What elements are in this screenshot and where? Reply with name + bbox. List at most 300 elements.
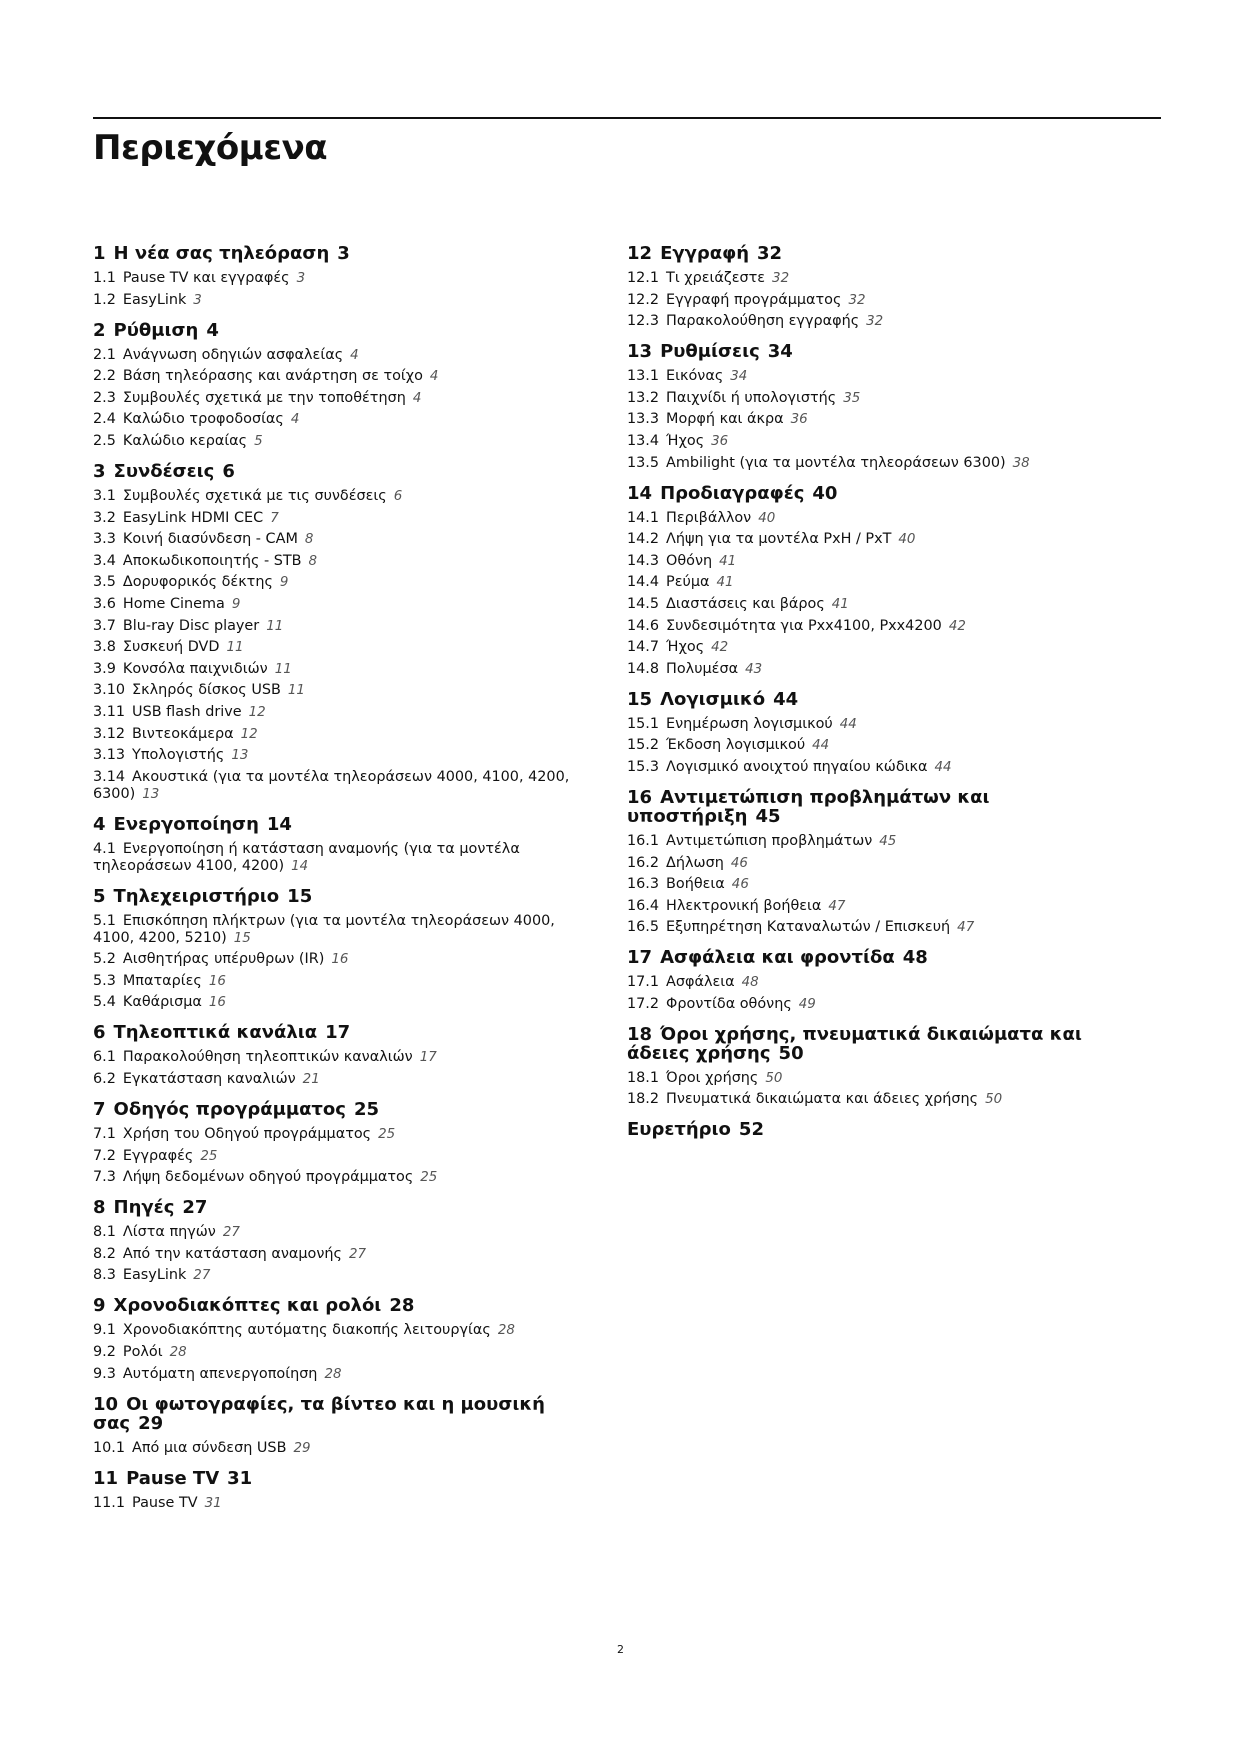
item-title: Υπολογιστής <box>132 747 225 764</box>
toc-item[interactable] <box>627 737 1117 754</box>
item-number: 2.4 <box>93 411 116 428</box>
section-number: 11 <box>93 1467 119 1489</box>
item-page: 25 <box>420 1170 438 1186</box>
item-number: 13.5 <box>627 454 660 471</box>
item-page: 4 <box>429 369 439 385</box>
item-title: Ανάγνωση οδηγιών ασφαλείας <box>122 346 344 363</box>
item-number: 3.7 <box>93 617 116 634</box>
item-page: 40 <box>758 510 776 526</box>
item-page: 44 <box>934 759 952 775</box>
toc-item[interactable] <box>93 1344 583 1361</box>
toc-item[interactable] <box>93 1224 583 1241</box>
section-heading[interactable] <box>93 815 583 834</box>
section-title: Οι φωτογραφίες, τα βίντεο και η μουσική σας <box>93 1393 545 1434</box>
item-number: 9.2 <box>93 1344 116 1361</box>
toc-item[interactable] <box>627 898 1117 915</box>
section-page: 44 <box>773 688 799 710</box>
item-number: 3.6 <box>93 595 116 612</box>
toc-item[interactable] <box>627 1091 1117 1108</box>
toc-item[interactable] <box>627 390 1117 407</box>
item-page: 38 <box>1012 455 1030 471</box>
section-heading[interactable] <box>627 244 1117 263</box>
item-title: Ήχος <box>666 639 705 656</box>
section-heading[interactable] <box>627 1120 1117 1139</box>
toc-item[interactable] <box>93 1148 583 1165</box>
section-page: 32 <box>757 243 783 264</box>
item-title: EasyLink <box>122 1267 187 1284</box>
toc-section <box>627 1120 1117 1139</box>
item-number: 9.1 <box>93 1322 116 1339</box>
item-title: EasyLink <box>122 291 187 308</box>
item-page: 11 <box>287 683 305 699</box>
item-page: 21 <box>302 1072 320 1088</box>
item-number: 16.1 <box>627 832 660 849</box>
item-number: 17.2 <box>627 995 660 1012</box>
section-number: 16 <box>627 786 653 808</box>
item-number: 2.2 <box>93 368 116 385</box>
item-number: 3.14 <box>93 768 126 785</box>
item-number: 8.3 <box>93 1267 116 1284</box>
item-page: 46 <box>730 855 748 871</box>
section-page: 31 <box>227 1467 253 1489</box>
section-heading[interactable] <box>627 342 1117 361</box>
item-page: 46 <box>731 877 749 893</box>
item-page: 42 <box>711 640 729 656</box>
toc-item[interactable] <box>627 292 1117 309</box>
toc-item[interactable] <box>93 574 583 591</box>
toc-item[interactable] <box>93 390 583 407</box>
item-number: 3.2 <box>93 509 116 526</box>
section-page: 3 <box>337 243 350 264</box>
item-number: 14.1 <box>627 509 660 526</box>
toc-section <box>93 321 583 450</box>
item-number: 14.4 <box>627 574 660 591</box>
toc-item[interactable] <box>93 347 583 364</box>
toc-item[interactable] <box>93 531 583 548</box>
toc-item[interactable] <box>93 994 583 1011</box>
toc-item[interactable] <box>93 661 583 678</box>
item-number: 6.1 <box>93 1049 116 1066</box>
item-page: 15 <box>233 930 251 946</box>
item-number: 16.4 <box>627 897 660 914</box>
section-page: 6 <box>222 460 235 482</box>
section-page: 17 <box>325 1022 351 1044</box>
toc-section <box>93 244 583 309</box>
item-page: 32 <box>848 292 866 308</box>
item-title: Ρολόι <box>122 1344 163 1361</box>
item-number: 15.1 <box>627 715 660 732</box>
item-page: 5 <box>254 433 263 449</box>
section-title: Η νέα σας τηλεόραση <box>113 243 330 264</box>
item-number: 3.13 <box>93 747 126 764</box>
item-page: 12 <box>248 704 266 720</box>
toc-item[interactable] <box>627 574 1117 591</box>
toc-item[interactable] <box>93 596 583 613</box>
item-title: Pause TV και εγγραφές <box>122 270 290 286</box>
item-page: 14 <box>291 858 309 874</box>
section-heading[interactable] <box>93 1395 583 1433</box>
section-heading[interactable] <box>627 1025 1117 1063</box>
toc-item[interactable] <box>93 553 583 570</box>
toc-item[interactable] <box>627 974 1117 991</box>
section-page: 4 <box>206 319 219 341</box>
item-title: Ενημέρωση λογισμικού <box>666 715 833 732</box>
item-number: 12.1 <box>627 270 660 286</box>
toc-item[interactable] <box>627 270 1117 287</box>
item-number: 15.3 <box>627 758 660 775</box>
toc-item[interactable] <box>627 716 1117 733</box>
item-page: 47 <box>957 920 975 936</box>
toc-column-left <box>93 244 583 1524</box>
item-page: 4 <box>350 347 359 363</box>
section-number: 12 <box>627 243 653 264</box>
section-number: 13 <box>627 341 653 363</box>
item-number: 12.2 <box>627 291 660 308</box>
item-page: 41 <box>716 575 734 591</box>
toc-item[interactable] <box>93 411 583 428</box>
section-heading[interactable] <box>93 1198 583 1217</box>
toc-item[interactable] <box>93 951 583 968</box>
item-number: 14.6 <box>627 617 660 634</box>
toc-item[interactable] <box>93 368 583 385</box>
toc-item[interactable] <box>93 1440 583 1457</box>
item-page: 27 <box>348 1246 367 1262</box>
toc-item[interactable] <box>93 1495 583 1512</box>
item-title: Λίστα πηγών <box>122 1224 216 1241</box>
item-number: 4.1 <box>93 840 116 857</box>
item-number: 7.1 <box>93 1126 116 1143</box>
toc-section <box>93 1100 583 1186</box>
item-number: 2.3 <box>93 389 116 406</box>
item-title: Βοήθεια <box>666 876 725 893</box>
item-page: 34 <box>730 369 748 385</box>
section-number: 3 <box>93 460 106 482</box>
section-heading[interactable] <box>93 887 583 906</box>
toc-item[interactable] <box>93 841 583 875</box>
section-page: 29 <box>138 1412 164 1434</box>
toc-item[interactable] <box>627 433 1117 450</box>
toc-item[interactable] <box>627 759 1117 776</box>
section-heading[interactable] <box>93 244 583 263</box>
section-heading[interactable] <box>93 1469 583 1488</box>
item-number: 9.3 <box>93 1365 116 1382</box>
toc-item[interactable] <box>627 531 1117 548</box>
item-title: EasyLink HDMI CEC <box>122 509 264 526</box>
section-number: 8 <box>93 1197 106 1219</box>
toc-section <box>93 462 583 803</box>
item-page: 49 <box>798 996 816 1012</box>
toc-section <box>93 1469 583 1512</box>
item-page: 9 <box>231 596 241 612</box>
toc-item[interactable] <box>93 704 583 721</box>
section-heading[interactable] <box>93 1023 583 1042</box>
item-title: Κοινή διασύνδεση - CAM <box>122 531 298 548</box>
toc-item[interactable] <box>93 488 583 505</box>
section-heading[interactable] <box>93 1100 583 1119</box>
item-title: Ambilight (για τα μοντέλα τηλεοράσεων 6300) <box>666 454 1006 471</box>
toc-section <box>627 484 1117 678</box>
item-title: Δορυφορικός δέκτης <box>122 574 273 591</box>
section-title: Οδηγός προγράμματος <box>113 1099 346 1121</box>
item-title: Παιχνίδι ή υπολογιστής <box>666 389 837 406</box>
item-title: Καλώδιο κεραίας <box>122 432 248 449</box>
item-title: Αντιμετώπιση προβλημάτων <box>666 832 873 849</box>
item-title: Χρονοδιακόπτης αυτόματης διακοπής λειτουργίας <box>122 1322 491 1339</box>
section-heading[interactable] <box>627 484 1117 503</box>
item-page: 12 <box>240 726 258 742</box>
item-number: 14.2 <box>627 531 660 548</box>
item-page: 41 <box>719 553 737 569</box>
section-title: Τηλεοπτικά κανάλια <box>113 1022 318 1044</box>
item-page: 16 <box>208 973 226 989</box>
item-title: Blu-ray Disc player <box>122 617 260 634</box>
toc-item[interactable] <box>93 1267 583 1284</box>
item-number: 17.1 <box>627 974 660 991</box>
toc-section <box>627 244 1117 330</box>
item-page: 25 <box>378 1127 396 1143</box>
item-title: Συμβουλές σχετικά με την τοποθέτηση <box>122 389 406 406</box>
section-title: Τηλεχειριστήριο <box>113 885 280 907</box>
item-page: 13 <box>142 786 160 802</box>
section-title: Πηγές <box>113 1197 175 1219</box>
toc-section <box>93 1296 583 1382</box>
item-title: Περιβάλλον <box>666 509 752 526</box>
page-title: Περιεχόμενα <box>93 128 328 168</box>
section-number: 15 <box>627 688 653 710</box>
toc-section <box>93 815 583 875</box>
section-heading[interactable] <box>93 462 583 481</box>
section-number: 1 <box>93 243 106 264</box>
item-number: 5.2 <box>93 951 116 968</box>
section-page: 50 <box>778 1042 804 1064</box>
toc-item[interactable] <box>627 876 1117 893</box>
toc-item[interactable] <box>93 1322 583 1339</box>
toc-item[interactable] <box>627 919 1117 936</box>
section-page: 27 <box>182 1197 208 1219</box>
toc-item[interactable] <box>627 1070 1117 1087</box>
toc-item[interactable] <box>93 747 583 764</box>
item-number: 3.4 <box>93 552 116 569</box>
item-title: Χρήση του Οδηγού προγράμματος <box>122 1126 372 1143</box>
toc-item[interactable] <box>627 510 1117 527</box>
item-page: 9 <box>279 575 289 591</box>
item-page: 50 <box>985 1092 1003 1108</box>
item-title: Τι χρειάζεστε <box>666 270 766 286</box>
toc-section <box>627 1025 1117 1109</box>
item-title: Λογισμικό ανοιχτού πηγαίου κώδικα <box>666 758 928 775</box>
toc-item[interactable] <box>93 639 583 656</box>
item-number: 13.4 <box>627 432 660 449</box>
page-number: 2 <box>617 1643 624 1656</box>
toc-item[interactable] <box>627 855 1117 872</box>
item-number: 13.3 <box>627 411 660 428</box>
toc-item[interactable] <box>93 682 583 699</box>
toc-section <box>627 788 1117 936</box>
item-title: Ακουστικά (για τα μοντέλα τηλεοράσεων 4000, 4100, 4200, 6300) <box>93 768 570 802</box>
section-number: 14 <box>627 482 653 504</box>
item-title: Κονσόλα παιχνιδιών <box>122 660 268 677</box>
section-number: 18 <box>627 1023 653 1045</box>
toc-item[interactable] <box>93 973 583 990</box>
item-page: 31 <box>204 1495 222 1511</box>
section-page: 28 <box>389 1295 415 1317</box>
section-heading[interactable] <box>627 948 1117 967</box>
section-title: Αντιμετώπιση προβλημάτων και υποστήριξη <box>627 786 990 827</box>
item-title: Οθόνη <box>666 552 713 569</box>
item-page: 43 <box>745 661 763 677</box>
item-number: 12.3 <box>627 313 660 330</box>
item-title: Συνδεσιμότητα για Pxx4100, Pxx4200 <box>666 617 942 634</box>
section-number: 10 <box>93 1393 119 1415</box>
toc-item[interactable] <box>93 433 583 450</box>
item-number: 3.10 <box>93 682 126 699</box>
item-title: Αισθητήρας υπέρυθρων (IR) <box>122 951 325 968</box>
item-page: 28 <box>324 1366 342 1382</box>
toc-section <box>627 342 1117 471</box>
item-title: Συμβουλές σχετικά με τις συνδέσεις <box>122 487 387 504</box>
toc-item[interactable] <box>93 1049 583 1066</box>
item-title: Βιντεοκάμερα <box>132 725 234 742</box>
item-number: 8.2 <box>93 1245 116 1262</box>
section-number: 7 <box>93 1099 106 1121</box>
item-title: Πολυμέσα <box>666 660 739 677</box>
item-page: 48 <box>741 975 759 991</box>
section-title: Ρύθμιση <box>113 319 199 341</box>
section-number: 4 <box>93 813 106 835</box>
item-number: 18.2 <box>627 1091 660 1108</box>
toc-item[interactable] <box>627 639 1117 656</box>
item-number: 15.2 <box>627 737 660 754</box>
item-page: 32 <box>866 314 884 330</box>
item-title: Από μια σύνδεση USB <box>132 1439 287 1456</box>
item-title: Διαστάσεις και βάρος <box>666 595 825 612</box>
section-heading[interactable] <box>627 690 1117 709</box>
section-heading[interactable] <box>627 788 1117 826</box>
toc-item[interactable] <box>627 368 1117 385</box>
item-page: 42 <box>948 618 966 634</box>
item-page: 7 <box>270 510 279 526</box>
section-heading[interactable] <box>93 1296 583 1315</box>
item-number: 14.8 <box>627 660 660 677</box>
section-title: Ευρετήριο <box>627 1119 731 1141</box>
section-title: Προδιαγραφές <box>660 482 805 504</box>
item-page: 50 <box>765 1070 783 1086</box>
toc-item[interactable] <box>93 769 583 803</box>
item-number: 7.2 <box>93 1147 116 1164</box>
toc-item[interactable] <box>93 1169 583 1186</box>
item-title: Καθάρισμα <box>122 994 202 1011</box>
section-heading[interactable] <box>93 321 583 340</box>
item-page: 3 <box>193 292 202 308</box>
toc-item[interactable] <box>627 833 1117 850</box>
item-page: 28 <box>497 1323 515 1339</box>
section-number: 2 <box>93 319 106 341</box>
item-page: 13 <box>231 748 249 764</box>
toc-item[interactable] <box>93 270 583 287</box>
item-title: Pause TV <box>132 1494 198 1511</box>
toc-item[interactable] <box>93 1126 583 1143</box>
item-number: 5.1 <box>93 912 116 929</box>
toc-item[interactable] <box>93 913 583 947</box>
toc-item[interactable] <box>627 661 1117 678</box>
item-title: Home Cinema <box>122 595 225 612</box>
section-title: Ρυθμίσεις <box>660 341 760 363</box>
toc-section <box>93 1023 583 1088</box>
item-page: 11 <box>266 618 284 634</box>
section-title: Εγγραφή <box>660 243 750 264</box>
item-page: 27 <box>222 1225 240 1241</box>
section-title: Όροι χρήσης, πνευματικά δικαιώματα και άδειες χρήσης <box>627 1023 1082 1064</box>
item-title: Ενεργοποίηση ή κατάσταση αναμονής (για τα μοντέλα τηλεοράσεων 4100, 4200) <box>93 840 520 874</box>
toc-section <box>93 1198 583 1284</box>
item-number: 5.3 <box>93 972 116 989</box>
item-page: 25 <box>200 1148 218 1164</box>
section-page: 25 <box>353 1099 380 1121</box>
toc-item[interactable] <box>627 996 1117 1013</box>
item-page: 8 <box>308 553 318 569</box>
item-number: 16.3 <box>627 876 660 893</box>
item-title: Λήψη για τα μοντέλα PxH / PxT <box>666 531 892 548</box>
toc-item[interactable] <box>627 313 1117 330</box>
item-number: 16.5 <box>627 919 660 936</box>
item-title: Βάση τηλεόρασης και ανάρτηση σε τοίχο <box>122 368 423 385</box>
item-page: 4 <box>412 390 422 406</box>
item-number: 14.3 <box>627 552 660 569</box>
item-title: Επισκόπηση πλήκτρων (για τα μοντέλα τηλεοράσεων 4000, 4100, 4200, 5210) <box>93 912 555 946</box>
toc-item[interactable] <box>93 618 583 635</box>
item-page: 40 <box>898 532 916 548</box>
section-number: 5 <box>93 885 106 907</box>
section-page: 14 <box>266 813 292 835</box>
toc-item[interactable] <box>93 1246 583 1263</box>
toc-section <box>93 1395 583 1457</box>
item-page: 35 <box>843 390 861 406</box>
item-number: 8.1 <box>93 1224 116 1241</box>
section-title: Ασφάλεια και φροντίδα <box>660 947 895 969</box>
toc-item[interactable] <box>93 510 583 527</box>
item-title: Εξυπηρέτηση Καταναλωτών / Επισκευή <box>666 919 951 936</box>
item-number: 11.1 <box>93 1494 126 1511</box>
toc-item[interactable] <box>627 618 1117 635</box>
item-number: 1.2 <box>93 291 116 308</box>
toc-item[interactable] <box>93 726 583 743</box>
toc-item[interactable] <box>93 1366 583 1383</box>
item-page: 3 <box>296 271 306 286</box>
section-title: Pause TV <box>126 1467 220 1489</box>
toc-item[interactable] <box>93 1071 583 1088</box>
item-title: Εγγραφή προγράμματος <box>666 291 842 308</box>
section-page: 40 <box>812 482 838 504</box>
top-rule <box>93 117 1161 119</box>
section-page: 34 <box>767 341 793 363</box>
section-page: 45 <box>755 805 781 827</box>
item-number: 2.5 <box>93 432 116 449</box>
item-title: Παρακολούθηση εγγραφής <box>666 313 860 330</box>
toc-item[interactable] <box>627 411 1117 428</box>
item-title: Όροι χρήσης <box>666 1069 759 1086</box>
toc-item[interactable] <box>627 553 1117 570</box>
item-page: 16 <box>331 952 349 968</box>
item-page: 36 <box>711 433 729 449</box>
item-number: 3.11 <box>93 703 126 720</box>
item-title: Ρεύμα <box>666 574 710 591</box>
toc-item[interactable] <box>627 596 1117 613</box>
item-title: Από την κατάσταση αναμονής <box>122 1245 342 1262</box>
toc-section <box>627 690 1117 776</box>
toc-item[interactable] <box>93 292 583 309</box>
toc-item[interactable] <box>627 455 1117 472</box>
item-page: 36 <box>790 412 808 428</box>
